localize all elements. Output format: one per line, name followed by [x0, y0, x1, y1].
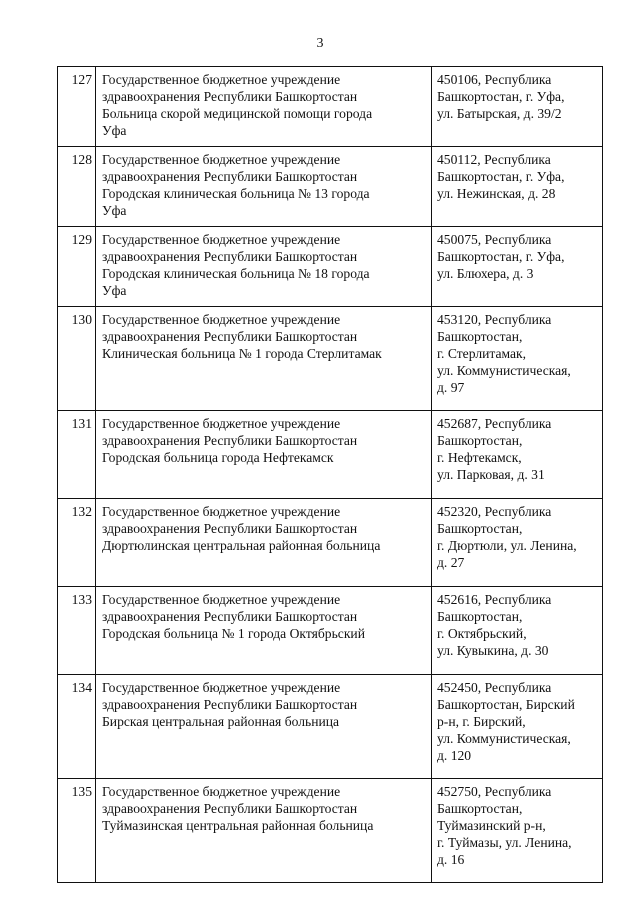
table-row: [58, 779, 603, 883]
row-number: 127: [58, 67, 96, 147]
address-line: ул. Парковая, д. 31: [437, 467, 545, 482]
row-number: 130: [58, 307, 96, 411]
institution-name-line: Городская клиническая больница № 18 города: [102, 266, 370, 281]
institution-address: [432, 67, 603, 147]
address-line: 452450, Республика: [437, 680, 552, 695]
address-line: Туймазинский р-н,: [437, 818, 546, 833]
institution-name-line: Государственное бюджетное учреждение: [102, 312, 341, 327]
table-row: [58, 587, 603, 675]
address-line: г. Стерлитамак,: [437, 346, 527, 361]
address-line: ул. Блюхера, д. 3: [437, 266, 534, 281]
row-number: 128: [58, 147, 96, 227]
institution-address: [432, 779, 603, 883]
row-number: 134: [58, 675, 96, 779]
address-line: Башкортостан, г. Уфа,: [437, 249, 565, 264]
address-line: г. Нефтекамск,: [437, 450, 522, 465]
table-body: [58, 67, 603, 883]
table-row: [58, 67, 603, 147]
address-line: ул. Нежинская, д. 28: [437, 186, 556, 201]
institution-name: [96, 587, 432, 675]
institution-name-line: Государственное бюджетное учреждение: [102, 416, 341, 431]
table-row: [58, 307, 603, 411]
institution-address: [432, 499, 603, 587]
institution-address: [432, 227, 603, 307]
row-number: 129: [58, 227, 96, 307]
address-line: ул. Кувыкина, д. 30: [437, 643, 549, 658]
institution-name-line: Дюртюлинская центральная районная больница: [102, 538, 381, 553]
institution-name-line: Уфа: [102, 283, 127, 298]
institution-address: [432, 587, 603, 675]
institution-name-line: Городская клиническая больница № 13 города: [102, 186, 370, 201]
page-number: 3: [316, 36, 324, 51]
row-number: 135: [58, 779, 96, 883]
institution-name-line: здравоохранения Республики Башкортостан: [102, 697, 358, 712]
table-row: [58, 411, 603, 499]
institution-name: [96, 779, 432, 883]
institution-name-line: Уфа: [102, 203, 127, 218]
address-line: 452687, Республика: [437, 416, 552, 431]
address-line: 450075, Республика: [437, 232, 552, 247]
institution-name: [96, 227, 432, 307]
address-line: Башкортостан,: [437, 609, 523, 624]
row-number: 133: [58, 587, 96, 675]
institution-name: [96, 675, 432, 779]
row-number: 131: [58, 411, 96, 499]
institution-address: [432, 307, 603, 411]
table-row: [58, 227, 603, 307]
address-line: 452750, Республика: [437, 784, 552, 799]
address-line: 450106, Республика: [437, 72, 552, 87]
address-line: Башкортостан,: [437, 801, 523, 816]
institution-name-line: Государственное бюджетное учреждение: [102, 232, 341, 247]
institution-name-line: Туймазинская центральная районная больница: [102, 818, 374, 833]
institution-name-line: Бирская центральная районная больница: [102, 714, 340, 729]
institution-name-line: здравоохранения Республики Башкортостан: [102, 329, 358, 344]
institution-name: [96, 147, 432, 227]
address-line: ул. Коммунистическая,: [437, 363, 571, 378]
address-line: 453120, Республика: [437, 312, 552, 327]
address-line: г. Туймазы, ул. Ленина,: [437, 835, 572, 850]
address-line: 450112, Республика: [437, 152, 551, 167]
address-line: Башкортостан,: [437, 521, 523, 536]
address-line: 452616, Республика: [437, 592, 552, 607]
institution-name-line: здравоохранения Республики Башкортостан: [102, 89, 358, 104]
address-line: ул. Батырская, д. 39/2: [437, 106, 562, 121]
address-line: г. Дюртюли, ул. Ленина,: [437, 538, 577, 553]
institution-name-line: Государственное бюджетное учреждение: [102, 592, 341, 607]
institution-name: [96, 499, 432, 587]
institution-name: [96, 411, 432, 499]
institution-name-line: здравоохранения Республики Башкортостан: [102, 169, 358, 184]
address-line: г. Октябрьский,: [437, 626, 527, 641]
institution-name-line: Государственное бюджетное учреждение: [102, 504, 341, 519]
address-line: Башкортостан, г. Уфа,: [437, 169, 565, 184]
institution-name-line: Государственное бюджетное учреждение: [102, 152, 341, 167]
institution-name-line: здравоохранения Республики Башкортостан: [102, 801, 358, 816]
address-line: р-н, г. Бирский,: [437, 714, 526, 729]
institution-name-line: Городская больница № 1 города Октябрьский: [102, 626, 365, 641]
table-row: [58, 675, 603, 779]
address-line: д. 16: [437, 852, 465, 867]
address-line: д. 120: [437, 748, 472, 763]
address-line: Башкортостан, г. Уфа,: [437, 89, 565, 104]
address-line: д. 97: [437, 380, 465, 395]
address-line: Башкортостан,: [437, 329, 523, 344]
institution-address: [432, 147, 603, 227]
institution-address: [432, 675, 603, 779]
institution-name-line: Больница скорой медицинской помощи города: [102, 106, 373, 121]
institution-name-line: здравоохранения Республики Башкортостан: [102, 249, 358, 264]
address-line: д. 27: [437, 555, 465, 570]
institution-name-line: Государственное бюджетное учреждение: [102, 784, 341, 799]
institution-name: [96, 67, 432, 147]
institution-name-line: здравоохранения Республики Башкортостан: [102, 609, 358, 624]
institution-name-line: здравоохранения Республики Башкортостан: [102, 521, 358, 536]
address-line: 452320, Республика: [437, 504, 552, 519]
address-line: Башкортостан,: [437, 433, 523, 448]
institution-name-line: Городская больница города Нефтекамск: [102, 450, 334, 465]
institution-name-line: Клиническая больница № 1 города Стерлитамак: [102, 346, 382, 361]
institutions-table: [57, 66, 603, 883]
address-line: ул. Коммунистическая,: [437, 731, 571, 746]
institution-name-line: Государственное бюджетное учреждение: [102, 72, 341, 87]
row-number: 132: [58, 499, 96, 587]
institution-name: [96, 307, 432, 411]
institution-name-line: Государственное бюджетное учреждение: [102, 680, 341, 695]
institution-name-line: здравоохранения Республики Башкортостан: [102, 433, 358, 448]
address-line: Башкортостан, Бирский: [437, 697, 575, 712]
table-row: [58, 147, 603, 227]
institution-address: [432, 411, 603, 499]
table-row: [58, 499, 603, 587]
institution-name-line: Уфа: [102, 123, 127, 138]
